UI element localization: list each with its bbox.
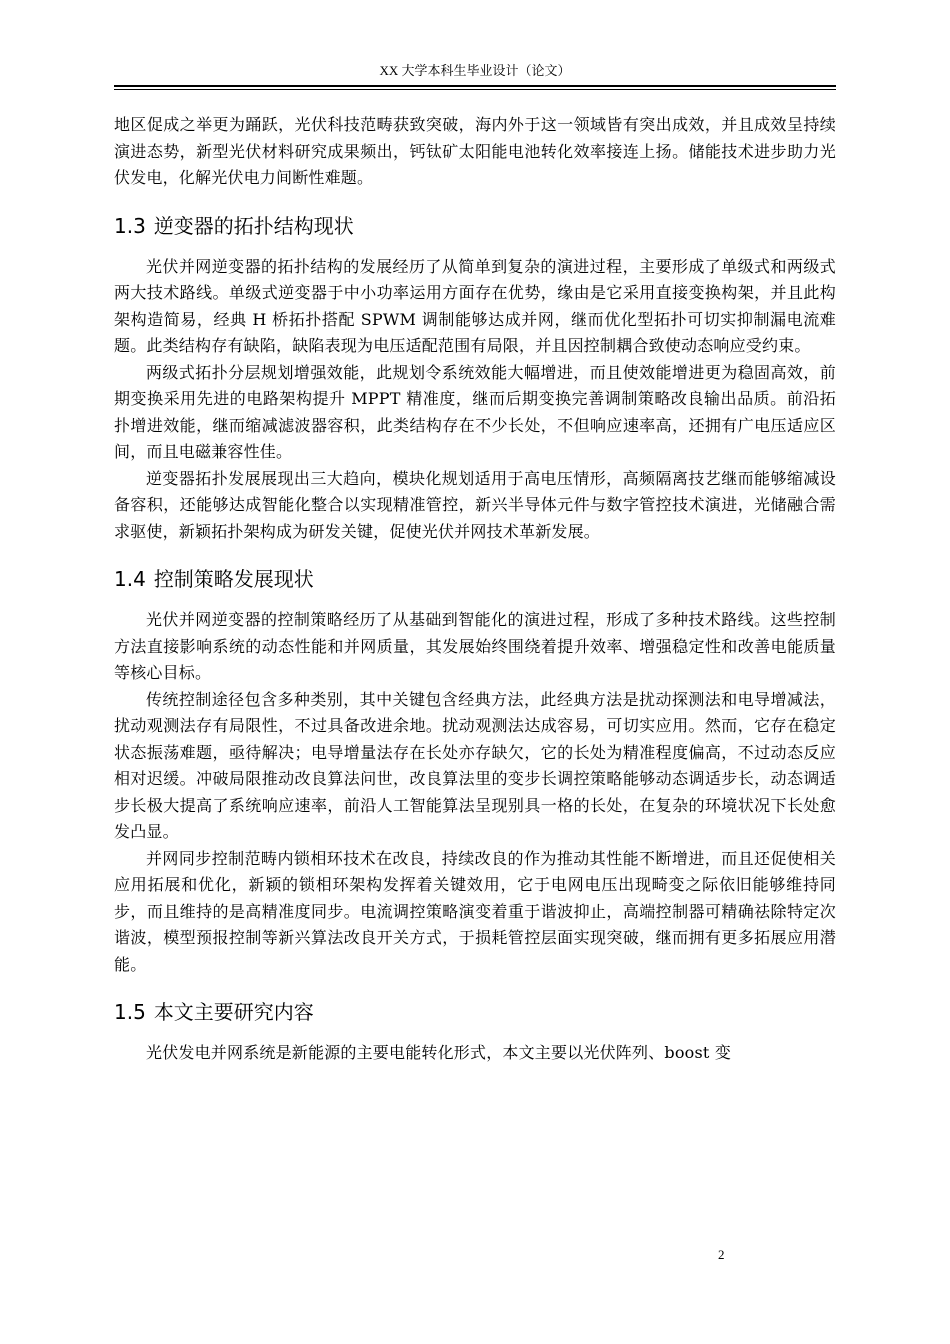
section-heading-1-3 — [114, 192, 836, 254]
body-paragraph: 光伏并网逆变器的控制策略经历了从基础到智能化的演进过程，形成了多种技术路线。这些控制方法直接影响系统的动态性能和并网质量，其发展始终围绕着提升效率、增强稳定性和改善电能质量等核心目标。 — [114, 610, 836, 682]
section-title: 控制策略发展现状 — [153, 567, 314, 591]
body-paragraph: 光伏并网逆变器的拓扑结构的发展经历了从简单到复杂的演进过程，主要形成了单级式和两级式两大技术路线。单级式逆变器于中小功率运用方面存在优势，缘由是它采用直接变换构架，并且此构架构造简易，经典 H 桥拓扑搭配 SPWM 调制能够达成并网，继而优化型拓扑可切实抑制漏电流难题。此类结构存有缺陷，缺陷表现为电压适配范围有局限，并且因控制耦合致使动态响应受约束。 — [114, 256, 836, 355]
section-heading-1-4 — [114, 545, 836, 607]
header-rule — [114, 85, 836, 87]
header-rule-thin — [114, 89, 836, 90]
section-title: 本文主要研究内容 — [153, 1000, 314, 1024]
section-heading-1-5 — [114, 978, 836, 1040]
body-paragraph: 光伏发电并网系统是新能源的主要电能转化形式，本文主要以光伏阵列、boost 变 — [146, 1043, 732, 1062]
section-number: 1.5 — [114, 1000, 146, 1024]
section-number: 1.4 — [114, 567, 146, 591]
body-paragraph: 并网同步控制范畴内锁相环技术在改良，持续改良的作为推动其性能不断增进，而且还促使相关应用拓展和优化，新颖的锁相环架构发挥着关键效用，它于电网电压出现畸变之际依旧能够维持同步，而且维持的是高精准度同步。电流调控策略演变着重于谐波抑止，高端控制器可精确祛除特定次谐波，模型预报控制等新兴算法改良开关方式，于损耗管控层面实现突破，继而拥有更多拓展应用潜能。 — [114, 848, 836, 974]
running-header: XX 大学本科生毕业设计（论文） — [379, 63, 571, 78]
section-number: 1.3 — [114, 213, 146, 238]
intro-paragraph: 地区促成之举更为踊跃，光伏科技范畴获致突破，海内外于这一领域皆有突出成效，并且成效呈持续演进态势，新型光伏材料研究成果频出，钙钛矿太阳能电池转化效率接连上扬。储能技术进步助力光伏发电，化解光伏电力间断性难题。 — [114, 115, 836, 187]
body-paragraph: 逆变器拓扑发展展现出三大趋向，模块化规划适用于高电压情形，高频隔离技艺继而能够缩减设备容积，还能够达成智能化整合以实现精准管控，新兴半导体元件与数字管控技术演进，光储融合需求驱使，新颖拓扑架构成为研发关键，促使光伏并网技术革新发展。 — [114, 468, 836, 541]
page-number: 2 — [718, 1247, 725, 1262]
document-body — [114, 112, 836, 1067]
body-paragraph: 两级式拓扑分层规划增强效能，此规划令系统效能大幅增进，而且使效能增进更为稳固高效，前期变换采用先进的电路架构提升 MPPT 精准度，继而后期变换完善调制策略改良输出品质。前沿拓扑增进效能，继而缩减滤波器容积，此类结构存在不少长处，不但响应速率高，还拥有广电压适应区间，而且电磁兼容性佳。 — [114, 362, 836, 461]
section-title: 逆变器的拓扑结构现状 — [153, 213, 354, 238]
body-paragraph: 传统控制途径包含多种类别，其中关键包含经典方法，此经典方法是扰动探测法和电导增减法，扰动观测法存有局限性，不过具备改进余地。扰动观测法达成容易，可切实应用。然而，它存在稳定状态振荡难题，亟待解决；电导增量法存在长处亦存缺欠，它的长处为精准程度偏高，不过动态反应相对迟缓。冲破局限推动改良算法问世，改良算法里的变步长调控策略能够动态调适步长，动态调适步长极大提高了系统响应速率，前沿人工智能算法呈现别具一格的长处，在复杂的环境状况下长处愈发凸显。 — [114, 689, 836, 841]
